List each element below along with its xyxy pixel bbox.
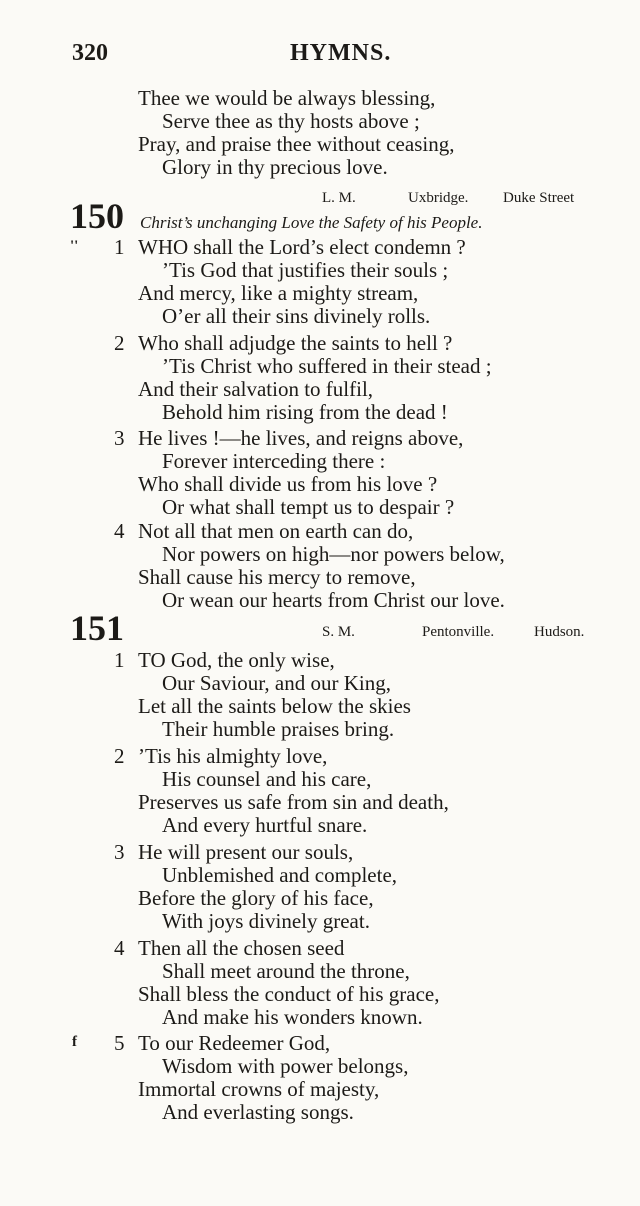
verse-line: ’Tis Christ who suffered in their stead ; (162, 354, 492, 378)
tune-name: Pentonville. (422, 624, 495, 640)
verse-line: And every hurtful snare. (162, 813, 368, 837)
dynamic-mark: '' (70, 238, 79, 254)
verse-number: 3 (114, 840, 125, 864)
tune-name: Hudson. (534, 624, 585, 640)
verse-line: And make his wonders known. (162, 1005, 423, 1029)
prev-stanza-line: Glory in thy precious love. (162, 155, 388, 179)
verse-line: Or what shall tempt us to despair ? (162, 495, 455, 519)
verse-line: O’er all their sins divinely rolls. (162, 304, 431, 328)
tune-name: Uxbridge. (408, 190, 469, 206)
verse-number: 3 (114, 426, 125, 450)
verse-line: Shall cause his mercy to remove, (138, 565, 416, 589)
verse-line: And their salvation to fulfil, (138, 377, 374, 401)
verse-number: 1 (114, 235, 125, 259)
verse-line: Then all the chosen seed (138, 936, 345, 960)
hymn-number: 151 (70, 608, 124, 648)
verse-line: Our Saviour, and our King, (162, 671, 391, 695)
prev-stanza-line: Pray, and praise thee without ceasing, (138, 132, 455, 156)
verse-line: WHO shall the Lord’s elect condemn ? (138, 235, 466, 259)
running-title: HYMNS. (290, 40, 392, 66)
verse-number: 5 (114, 1031, 125, 1055)
verse-line: ’Tis his almighty love, (138, 744, 328, 768)
tune-name: Duke Street (503, 190, 575, 206)
verse-line: His counsel and his care, (162, 767, 372, 791)
verse-line: He lives !—he lives, and reigns above, (138, 426, 464, 450)
verse-line: Immortal crowns of majesty, (138, 1077, 380, 1101)
verse-line: ’Tis God that justifies their souls ; (162, 258, 449, 282)
page-number: 320 (72, 40, 108, 66)
verse-line: And everlasting songs. (162, 1100, 354, 1124)
verse-line: Behold him rising from the dead ! (162, 400, 448, 424)
verse-line: To our Redeemer God, (138, 1031, 331, 1055)
dynamic-mark: f (72, 1034, 77, 1050)
verse-number: 4 (114, 519, 125, 543)
verse-line: Forever interceding there : (162, 449, 386, 473)
verse-number: 1 (114, 648, 125, 672)
verse-line: Shall bless the conduct of his grace, (138, 982, 440, 1006)
verse-number: 2 (114, 331, 125, 355)
hymn-subtitle: Christ’s unchanging Love the Safety of his People. (140, 213, 483, 232)
verse-line: With joys divinely great. (162, 909, 370, 933)
verse-line: Let all the saints below the skies (138, 694, 411, 718)
verse-number: 2 (114, 744, 125, 768)
prev-stanza-line: Thee we would be always blessing, (138, 86, 436, 110)
verse-line: Their humble praises bring. (162, 717, 395, 741)
verse-line: He will present our souls, (138, 840, 354, 864)
verse-line: Before the glory of his face, (138, 886, 374, 910)
verse-number: 4 (114, 936, 125, 960)
verse-line: And mercy, like a mighty stream, (138, 281, 419, 305)
verse-line: Not all that men on earth can do, (138, 519, 414, 543)
verse-line: Shall meet around the throne, (162, 959, 410, 983)
verse-line: Nor powers on high—nor powers below, (162, 542, 505, 566)
verse-line: Who shall adjudge the saints to hell ? (138, 331, 453, 355)
verse-line: Preserves us safe from sin and death, (138, 790, 449, 814)
hymn-number: 150 (70, 196, 124, 236)
prev-stanza-line: Serve thee as thy hosts above ; (162, 109, 420, 133)
verse-line: TO God, the only wise, (138, 648, 335, 672)
meter: L. M. (322, 190, 356, 206)
verse-line: Who shall divide us from his love ? (138, 472, 438, 496)
verse-line: Or wean our hearts from Christ our love. (162, 588, 505, 612)
verse-line: Wisdom with power belongs, (162, 1054, 409, 1078)
verse-line: Unblemished and complete, (162, 863, 398, 887)
meter: S. M. (322, 624, 355, 640)
